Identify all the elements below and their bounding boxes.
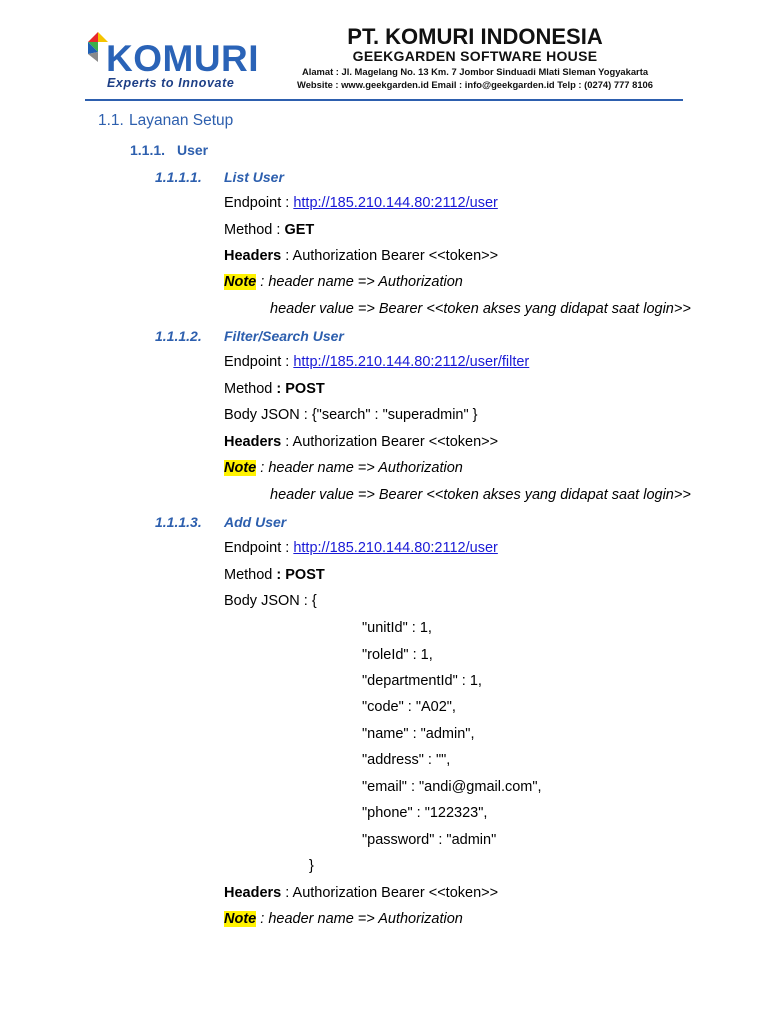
note-line [224, 910, 463, 928]
endpoint-label: Endpoint : [224, 354, 294, 370]
note-label: Note [224, 460, 257, 476]
item-number: 1.1.1.1. [155, 169, 202, 185]
logo-tagline: Experts to Innovate [107, 76, 235, 90]
method-label: Method [224, 222, 277, 238]
headers-label: Headers [224, 248, 282, 264]
headers-value: : Authorization Bearer <<token>> [281, 248, 499, 264]
note-label: Note [224, 911, 257, 927]
logo-wordmark: KOMURI [106, 38, 260, 79]
method-sep: : [276, 381, 286, 397]
company-subtitle: GEEKGARDEN SOFTWARE HOUSE [352, 48, 598, 64]
section-title: Layanan Setup [129, 112, 234, 129]
item-title: Filter/Search User [224, 328, 344, 344]
headers-line [224, 247, 498, 265]
note-value: : header name => Authorization [256, 460, 463, 476]
item-number: 1.1.1.2. [155, 328, 202, 344]
method-label: Method [224, 567, 277, 583]
endpoint-label: Endpoint : [224, 195, 294, 211]
body-json-line [224, 406, 478, 424]
headers-label: Headers [224, 434, 282, 450]
json-field-line: "phone" : "122323", [362, 805, 488, 821]
endpoint-link[interactable]: http://185.210.144.80:2112/user [293, 195, 498, 211]
method-line [224, 380, 325, 398]
section-heading [98, 112, 233, 130]
note-label: Note [224, 274, 257, 290]
header-divider [85, 99, 683, 101]
json-field-line: "email" : "andi@gmail.com", [362, 779, 542, 795]
note-value: : header name => Authorization [256, 274, 463, 290]
subsection-number: 1.1.1. [130, 142, 166, 158]
item-title: Add User [224, 514, 287, 530]
body-json-label: Body JSON : [224, 407, 312, 423]
body-json-label: Body JSON : [224, 593, 312, 609]
note-line [224, 273, 463, 291]
json-field-line: "roleId" : 1, [362, 647, 433, 663]
company-address: Alamat : Jl. Magelang No. 13 Km. 7 Jombor Sinduadi Mlati Sleman Yogyakarta [301, 66, 649, 77]
body-json-open: { [311, 593, 317, 609]
headers-line [224, 884, 498, 902]
json-field-line: "password" : "admin" [362, 832, 497, 848]
json-field-line: "address" : "", [362, 752, 451, 768]
method-value: POST [285, 381, 325, 397]
endpoint-link[interactable]: http://185.210.144.80:2112/user [293, 540, 498, 556]
headers-line [224, 433, 498, 451]
company-name: PT. KOMURI INDONESIA [347, 24, 603, 49]
letterhead [0, 0, 768, 100]
body-json-value: {"search" : "superadmin" } [311, 407, 478, 423]
endpoint-line [224, 194, 498, 212]
header-value-line: header value => Bearer <<token akses yang didapat saat login>> [270, 301, 691, 317]
header-value-line: header value => Bearer <<token akses yang didapat saat login>> [270, 487, 691, 503]
endpoint-line [224, 539, 498, 557]
method-sep: : [276, 567, 286, 583]
subsection-heading [130, 141, 208, 159]
note-line [224, 459, 463, 477]
endpoint-link[interactable]: http://185.210.144.80:2112/user/filter [293, 354, 530, 370]
method-label: Method [224, 381, 277, 397]
method-value: POST [285, 567, 325, 583]
json-field-line: "code" : "A02", [362, 699, 456, 715]
headers-label: Headers [224, 885, 282, 901]
item-heading-list-user [155, 168, 284, 186]
headers-value: : Authorization Bearer <<token>> [281, 885, 499, 901]
item-heading-filter-user [155, 327, 344, 345]
item-heading-add-user [155, 513, 286, 531]
method-line [224, 221, 314, 239]
subsection-title: User [177, 142, 209, 158]
section-number: 1.1. [98, 112, 124, 129]
json-close-brace: } [309, 858, 314, 874]
json-field-line: "departmentId" : 1, [362, 673, 482, 689]
endpoint-line [224, 353, 529, 371]
method-value: GET [284, 222, 315, 238]
method-line [224, 566, 325, 584]
headers-value: : Authorization Bearer <<token>> [281, 434, 499, 450]
company-contact: Website : www.geekgarden.id Email : info@geekgarden.id Telp : (0274) 777 8106 [297, 79, 653, 90]
note-value: : header name => Authorization [256, 911, 463, 927]
item-title: List User [224, 169, 284, 185]
body-json-line [224, 592, 317, 610]
endpoint-label: Endpoint : [224, 540, 294, 556]
method-sep: : [276, 222, 285, 238]
json-field-line: "unitId" : 1, [362, 620, 432, 636]
json-field-line: "name" : "admin", [362, 726, 475, 742]
item-number: 1.1.1.3. [155, 514, 202, 530]
